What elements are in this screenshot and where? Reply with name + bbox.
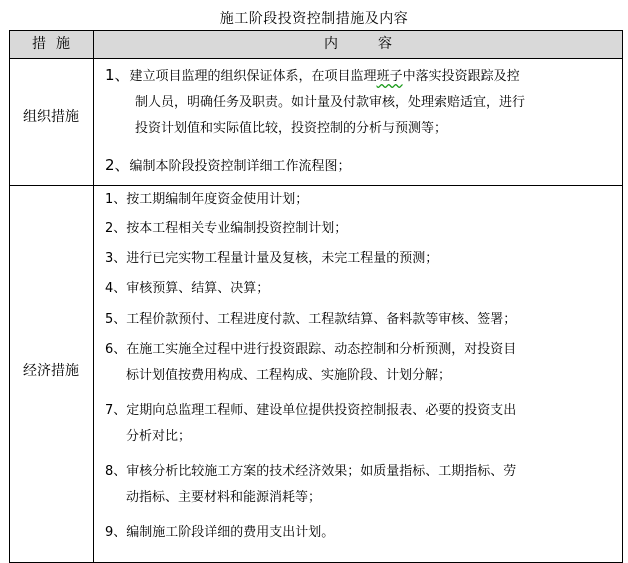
econ-item-6 <box>105 337 613 389</box>
econ-item-7 <box>105 398 613 450</box>
item-line: 按工期编制年度资金使用计划； <box>126 192 309 207</box>
item-line: 编制施工阶段详细的费用支出计划。 <box>126 525 335 540</box>
item-number: 7、 <box>105 403 127 418</box>
measures-table <box>9 30 623 563</box>
category-organizational: 组织措施 <box>23 109 79 125</box>
spellcheck-squiggle: 班子 <box>376 69 403 84</box>
item-number: 3、 <box>105 251 127 266</box>
item-number: 6、 <box>105 342 127 357</box>
item-number: 8、 <box>105 464 127 479</box>
item-number: 9、 <box>105 525 127 540</box>
page-title: 施工阶段投资控制措施及内容 <box>219 11 409 27</box>
item-number: 1、 <box>105 66 130 84</box>
item-line: 制人员，明确任务及职责。如计量及付款审核，处理索赔适宜，进行 <box>135 95 526 110</box>
item-line: 工程价款预付、工程进度付款、工程款结算、备料款等审核、签署； <box>126 312 517 327</box>
econ-item-4 <box>105 276 613 302</box>
econ-item-2 <box>105 216 613 242</box>
item-line: 审核预算、结算、决算； <box>126 281 270 296</box>
item-line: 按本工程相关专业编制投资控制计划； <box>126 221 348 236</box>
org-item-2 <box>105 152 613 180</box>
header-content: 内容 <box>324 36 432 52</box>
header-measures: 措施 <box>32 36 80 52</box>
item-line: 动指标、主要材料和能源消耗等； <box>126 490 322 505</box>
item-line: 标计划值按费用构成、工程构成、实施阶段、计划分解； <box>126 368 452 383</box>
item-line: 分析对比； <box>126 429 192 444</box>
category-economic: 经济措施 <box>23 363 79 379</box>
item-line: 编制本阶段投资控制详细工作流程图； <box>129 159 351 174</box>
item-line: 进行已完实物工程量计量及复核，未完工程量的预测； <box>126 251 439 266</box>
item-number: 4、 <box>105 281 127 296</box>
item-number: 5、 <box>105 312 127 327</box>
econ-item-5 <box>105 307 613 333</box>
item-line: 定期向总监理工程师、建设单位提供投资控制报表、必要的投资支出 <box>126 403 517 418</box>
item-number: 2、 <box>105 156 130 174</box>
econ-item-3 <box>105 246 613 272</box>
item-line: 在施工实施全过程中进行投资跟踪、动态控制和分析预测，对投资目 <box>126 342 517 357</box>
item-line: 建立项目监理的组织保证体系，在项目监理班子中落实投资跟踪及控 <box>129 69 520 84</box>
item-number: 1、 <box>105 192 127 207</box>
item-line: 投资计划值和实际值比较，投资控制的分析与预测等； <box>135 121 448 136</box>
item-number: 2、 <box>105 221 127 236</box>
econ-item-1 <box>105 187 613 213</box>
econ-item-9 <box>105 520 613 546</box>
econ-item-8 <box>105 459 613 511</box>
item-line: 审核分析比较施工方案的技术经济效果；如质量指标、工期指标、劳 <box>126 464 517 479</box>
org-item-1 <box>105 62 613 142</box>
